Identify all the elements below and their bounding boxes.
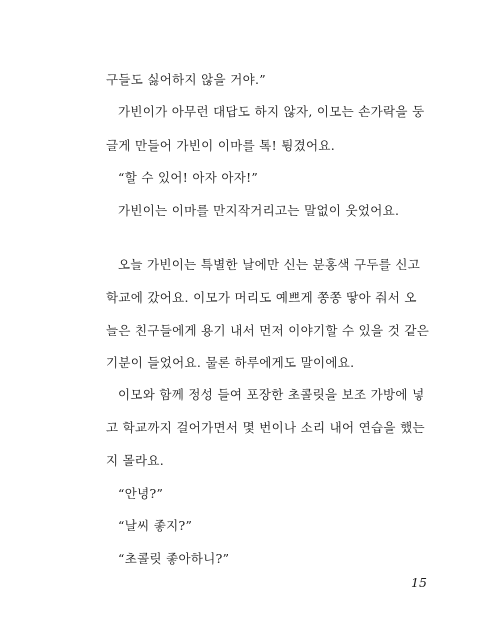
text-line: 가빈이는 이마를 만지작거리고는 말없이 웃었어요. xyxy=(118,203,400,218)
text-line: “날씨 좋지?” xyxy=(118,518,193,533)
text-line: 구들도 싫어하지 않을 거야.” xyxy=(106,72,266,87)
text-line: 이모와 함께 정성 들여 포장한 초콜릿을 보조 가방에 넣 xyxy=(118,387,425,402)
text-line: 오늘 가빈이는 특별한 날에만 신는 분홍색 구두를 신고 xyxy=(118,257,421,272)
page-number: 15 xyxy=(411,575,427,590)
text-line: “안녕?” xyxy=(118,486,164,501)
text-line: 고 학교까지 걸어가면서 몇 번이나 소리 내어 연습을 했는 xyxy=(106,420,425,435)
text-line: “할 수 있어! 아자 아자!” xyxy=(118,170,259,185)
text-line: 기분이 들었어요. 물론 하루에게도 말이에요. xyxy=(106,355,355,370)
text-line: 글게 만들어 가빈이 이마를 톡! 튕겼어요. xyxy=(106,138,335,153)
text-line: “초콜릿 좋아하니?” xyxy=(118,551,230,566)
text-line: 가빈이가 아무런 대답도 하지 않자, 이모는 손가락을 둥 xyxy=(118,104,425,119)
text-line: 늘은 친구들에게 용기 내서 먼저 이야기할 수 있을 것 같은 xyxy=(106,323,430,338)
text-line: 지 몰라요. xyxy=(106,453,165,468)
text-line: 학교에 갔어요. 이모가 머리도 예쁘게 쫑쫑 땋아 줘서 오 xyxy=(106,290,417,305)
